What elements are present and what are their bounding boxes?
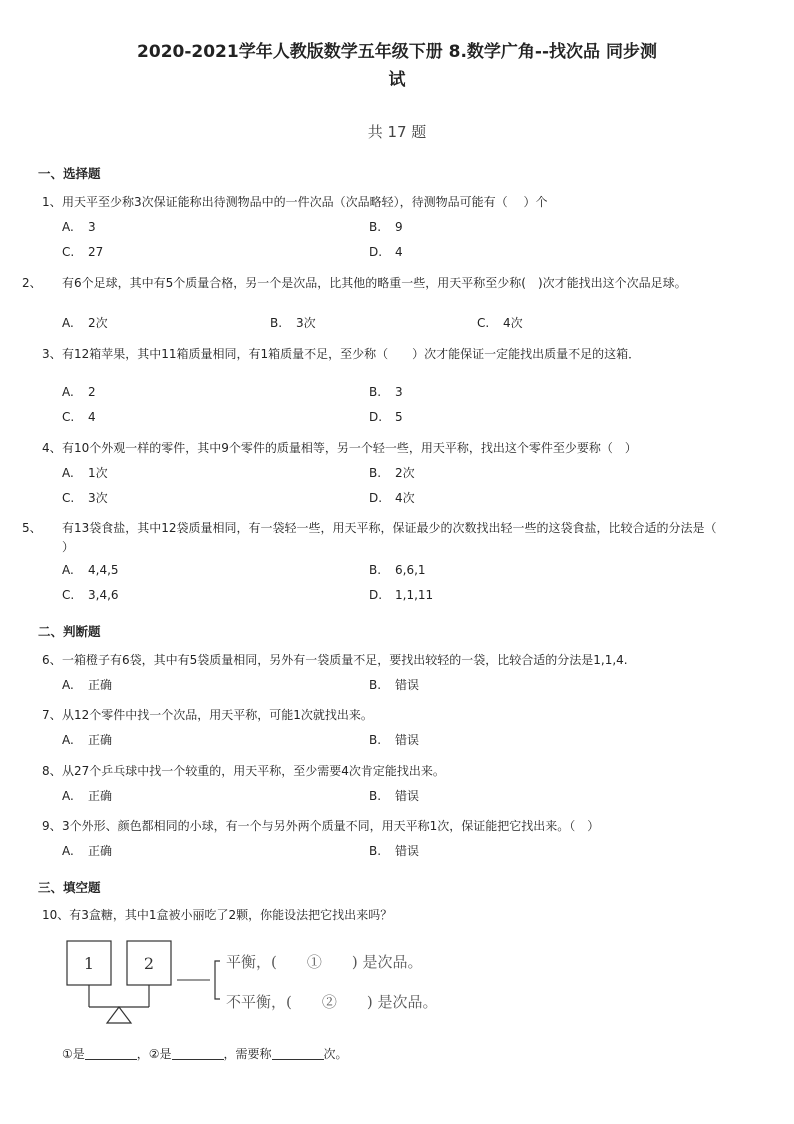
option[interactable]: [62, 384, 96, 400]
question-2: [22, 274, 717, 293]
option-text: 9: [395, 220, 403, 234]
option-text: 正确: [88, 789, 113, 803]
document-title: [95, 38, 699, 94]
option-letter: D.: [369, 588, 383, 602]
question-number: 9、: [42, 819, 62, 833]
option[interactable]: [369, 843, 419, 859]
question-text: 有10个外观一样的零件，其中9个零件的质量相等，另一个轻一些，用天平称，找出这个零件至少要称（ ）: [62, 441, 637, 455]
option-letter: B.: [369, 466, 382, 480]
option-text: 错误: [395, 678, 420, 692]
option-text: 4次: [395, 491, 415, 505]
option-text: 3次: [88, 491, 108, 505]
option[interactable]: [369, 465, 415, 481]
option-letter: A.: [62, 733, 74, 747]
question-count: 共 17 题: [367, 123, 427, 141]
option-letter: A.: [62, 316, 74, 330]
option-letter: D.: [369, 410, 383, 424]
option-letter: B.: [369, 789, 382, 803]
option[interactable]: [369, 219, 403, 235]
question-9: [42, 817, 722, 836]
question-number: 5、: [22, 521, 42, 535]
option-letter: A.: [62, 678, 74, 692]
fill-text-1: ①是: [62, 1047, 85, 1061]
balanced-text: 平衡，( ① ) 是次品。: [226, 953, 423, 971]
option-text: 2次: [395, 466, 415, 480]
option-text: 3: [395, 385, 403, 399]
option-text: 5: [395, 410, 403, 424]
option-letter: C.: [62, 410, 75, 424]
option[interactable]: [62, 315, 108, 331]
option-text: 2次: [88, 316, 108, 330]
option-letter: B.: [369, 385, 382, 399]
option-letter: A.: [62, 220, 74, 234]
option[interactable]: [369, 384, 403, 400]
box-2-label: 2: [143, 954, 155, 973]
option-letter: B.: [270, 316, 283, 330]
option-text: 3,4,6: [88, 588, 119, 602]
question-8: [42, 762, 722, 781]
section-heading-choice: 一、选择题: [38, 166, 101, 181]
title-line-1: 2020-2021学年人教版数学五年级下册 8.数学广角--找次品 同步测: [137, 42, 657, 62]
option[interactable]: [369, 409, 403, 425]
option-text: 正确: [88, 678, 113, 692]
option-text: 4次: [503, 316, 523, 330]
option[interactable]: [62, 562, 119, 578]
blank-1[interactable]: [85, 1047, 137, 1060]
fulcrum-triangle: [107, 1007, 131, 1023]
option-text: 3次: [296, 316, 316, 330]
option-text: 正确: [88, 844, 113, 858]
option-text: 错误: [395, 844, 420, 858]
question-4: [42, 439, 722, 458]
option-text: 6,6,1: [395, 563, 426, 577]
question-number: 2、: [22, 276, 42, 290]
option[interactable]: [369, 490, 415, 506]
question-number: 4、: [42, 441, 62, 455]
option[interactable]: [62, 843, 112, 859]
option[interactable]: [62, 490, 108, 506]
option-letter: A.: [62, 466, 74, 480]
fill-text-4: 次。: [323, 1047, 348, 1061]
question-text: 有12箱苹果，其中11箱质量相同，有1箱质量不足，至少称（ ）次才能保证一定能找出质量不足的这箱．: [62, 347, 641, 361]
option-letter: B.: [369, 563, 382, 577]
option-letter: B.: [369, 733, 382, 747]
option-letter: A.: [62, 789, 74, 803]
question-6: [42, 651, 722, 670]
option-letter: D.: [369, 491, 383, 505]
option-text: 1,1,11: [395, 588, 434, 602]
option-letter: C.: [62, 588, 75, 602]
question-number: 8、: [42, 764, 62, 778]
question-text: 用天平至少称3次保证能称出待测物品中的一件次品（次品略轻），待测物品可能有（ ）个: [62, 195, 548, 209]
fill-in-answer: [62, 1045, 348, 1062]
question-text: 有3盒糖，其中1盒被小丽吃了2颗，你能设法把它找出来吗？: [69, 908, 393, 922]
balance-diagram: [60, 935, 500, 1030]
option-text: 2: [88, 385, 96, 399]
option-letter: D.: [369, 245, 383, 259]
option[interactable]: [369, 587, 433, 603]
option[interactable]: [369, 732, 419, 748]
option-letter: A.: [62, 385, 74, 399]
option-letter: C.: [62, 491, 75, 505]
option[interactable]: [62, 219, 96, 235]
bracket: [215, 961, 220, 999]
option-letter: C.: [477, 316, 490, 330]
question-number: 7、: [42, 708, 62, 722]
question-text: 从27个乒乓球中找一个较重的，用天平称，至少需要4次肯定能找出来。: [62, 764, 445, 778]
option[interactable]: [369, 677, 419, 693]
blank-3[interactable]: [272, 1047, 324, 1060]
section-heading-judge: 二、判断题: [38, 624, 101, 639]
option-text: 4: [88, 410, 96, 424]
question-3: [42, 345, 722, 364]
option[interactable]: [270, 315, 316, 331]
question-number: 3、: [42, 347, 62, 361]
option-letter: B.: [369, 678, 382, 692]
option[interactable]: [477, 315, 523, 331]
option[interactable]: [62, 465, 108, 481]
option[interactable]: [369, 244, 403, 260]
section-heading-fill: 三、填空题: [38, 880, 101, 895]
option-letter: C.: [62, 245, 75, 259]
option-letter: A.: [62, 563, 74, 577]
option-text: 27: [88, 245, 104, 259]
option-text: 1次: [88, 466, 108, 480]
blank-2[interactable]: [172, 1047, 224, 1060]
question-number: 10、: [42, 908, 70, 922]
option[interactable]: [369, 562, 426, 578]
option[interactable]: [62, 732, 112, 748]
unbalanced-text: 不平衡，( ② ) 是次品。: [226, 993, 438, 1011]
question-10: [42, 906, 722, 925]
question-7: [42, 706, 722, 725]
option[interactable]: [62, 677, 112, 693]
title-line-2: 试: [388, 70, 406, 90]
fill-text-2: ，②是: [136, 1047, 172, 1061]
option-text: 错误: [395, 733, 420, 747]
question-1: [42, 193, 722, 212]
option-text: 4,4,5: [88, 563, 119, 577]
option-letter: B.: [369, 844, 382, 858]
option-letter: B.: [369, 220, 382, 234]
option[interactable]: [62, 788, 112, 804]
box-1-label: 1: [83, 954, 95, 973]
option-text: 错误: [395, 789, 420, 803]
option-text: 3: [88, 220, 96, 234]
question-text: 从12个零件中找一个次品，用天平称，可能1次就找出来。: [62, 708, 373, 722]
question-text: 3个外形、颜色都相同的小球，有一个与另外两个质量不同，用天平称1次，保证能把它找出来。（ ）: [62, 819, 600, 833]
question-text: 有6个足球，其中有5个质量合格，另一个是次品，比其他的略重一些，用天平称至少称( )次才能找出这个次品足球。: [62, 276, 687, 290]
option[interactable]: [62, 587, 119, 603]
question-number: 6、: [42, 653, 62, 667]
option[interactable]: [62, 244, 103, 260]
question-5: [22, 519, 734, 557]
option-text: 正确: [88, 733, 113, 747]
option[interactable]: [62, 409, 96, 425]
question-text: 一箱橙子有6袋，其中有5袋质量相同，另外有一袋质量不足，要找出较轻的一袋，比较合适的分法是1,1,4.: [62, 653, 628, 667]
option[interactable]: [369, 788, 419, 804]
question-text: 有13袋食盐，其中12袋质量相同，有一袋轻一些，用天平称，保证最少的次数找出轻一些的这袋食盐，比较合适的分法是（ ）: [62, 521, 733, 554]
fill-text-3: ，需要称: [223, 1047, 272, 1061]
option-text: 4: [395, 245, 403, 259]
question-number: 1、: [42, 195, 62, 209]
option-letter: A.: [62, 844, 74, 858]
